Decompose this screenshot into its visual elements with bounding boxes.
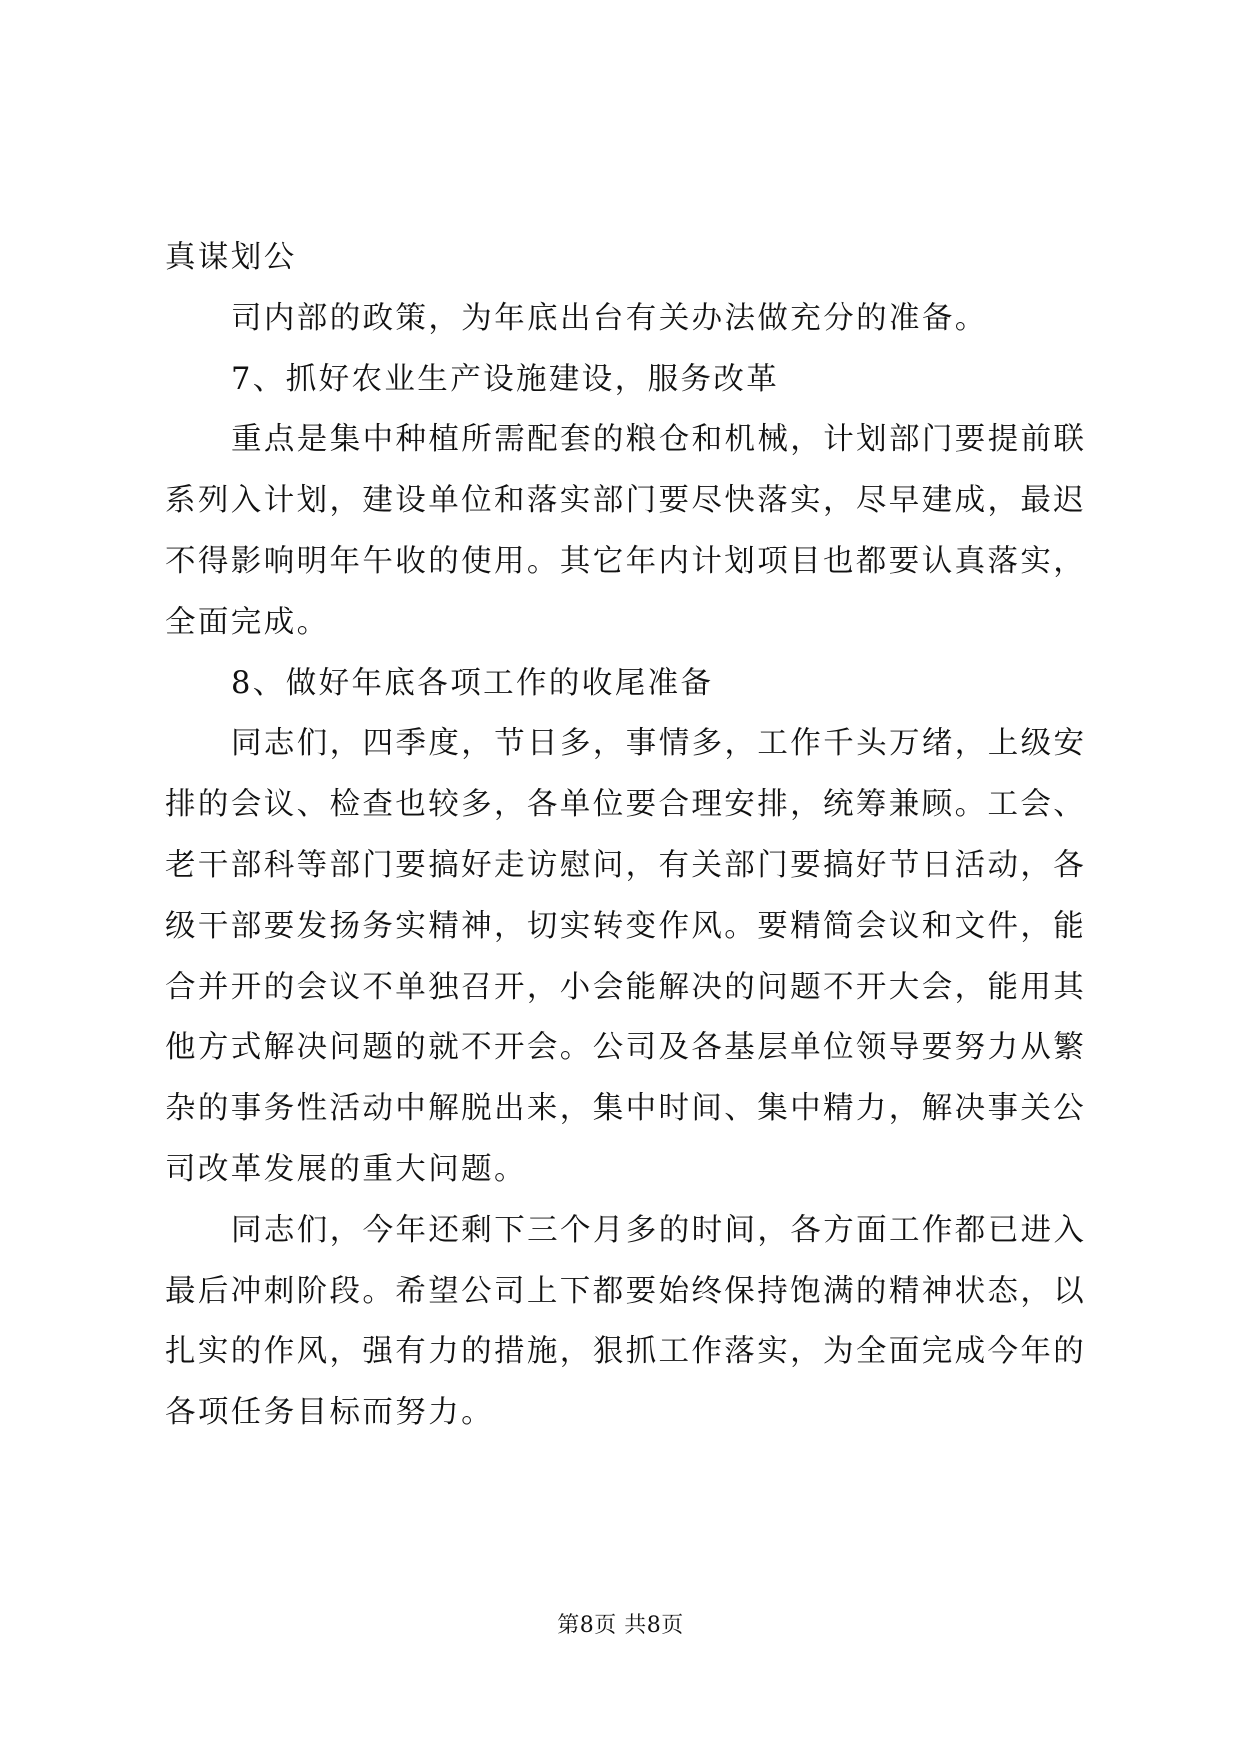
text-line: 不得影响明年午收的使用。其它年内计划项目也都要认真落实， — [165, 543, 1087, 579]
text-line: 最后冲刺阶段。希望公司上下都要始终保持饱满的精神状态，以 — [165, 1273, 1087, 1309]
section-heading: 8、做好年底各项工作的收尾准备 — [231, 665, 714, 701]
text-line: 系列入计划，建设单位和落实部门要尽快落实，尽早建成，最迟 — [165, 483, 1087, 519]
text-line: 同志们，四季度，节日多，事情多，工作千头万绪，上级安 — [231, 726, 1087, 762]
text-line: 司改革发展的重大问题。 — [165, 1151, 527, 1187]
text-line: 杂的事务性活动中解脱出来，集中时间、集中精力，解决事关公 — [165, 1091, 1087, 1127]
page-footer: 第8页 共8页 — [557, 1613, 684, 1638]
text-line: 各项任务目标而努力。 — [165, 1395, 494, 1431]
text-line: 扎实的作风，强有力的措施，狠抓工作落实，为全面完成今年的 — [165, 1334, 1087, 1370]
text-line: 司内部的政策，为年底出台有关办法做充分的准备。 — [231, 300, 988, 336]
text-line: 合并开的会议不单独召开，小会能解决的问题不开大会，能用其 — [165, 969, 1087, 1005]
text-line: 排的会议、检查也较多，各单位要合理安排，统筹兼顾。工会、 — [165, 787, 1087, 823]
text-line: 重点是集中种植所需配套的粮仓和机械，计划部门要提前联 — [231, 422, 1087, 458]
text-line: 老干部科等部门要搞好走访慰问，有关部门要搞好节日活动，各 — [165, 847, 1087, 883]
text-line: 他方式解决问题的就不开会。公司及各基层单位领导要努力从繁 — [165, 1030, 1087, 1066]
text-line: 真谋划公 — [165, 240, 297, 275]
section-heading: 7、抓好农业生产设施建设，服务改革 — [231, 361, 780, 397]
document-body — [165, 228, 1087, 1444]
text-line: 全面完成。 — [165, 604, 330, 640]
text-line: 级干部要发扬务实精神，切实转变作风。要精简会议和文件，能 — [165, 908, 1087, 944]
text-line: 同志们，今年还剩下三个月多的时间，各方面工作都已进入 — [231, 1212, 1087, 1248]
